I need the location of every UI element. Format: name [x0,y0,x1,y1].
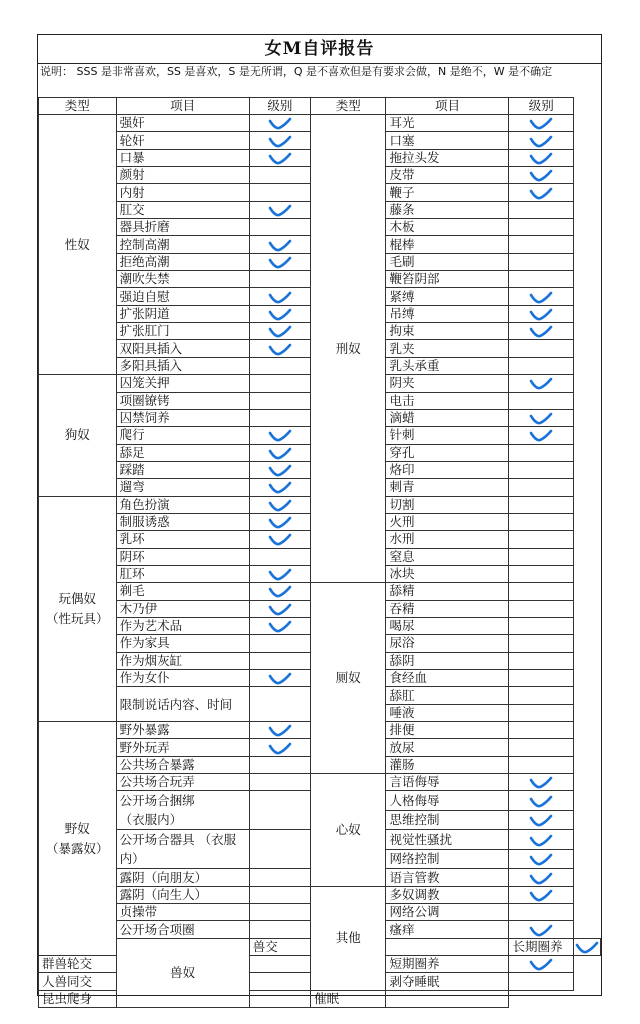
right-level-cell[interactable] [509,427,574,444]
left-item-label: 舔足 [116,444,249,461]
left-level-cell[interactable] [249,375,310,392]
left-level-cell[interactable] [249,886,310,903]
check-mark-icon [528,813,554,828]
check-mark-icon [267,446,293,461]
left-item-label: 野外玩弄 [116,739,249,756]
right-item-label: 乳头承重 [386,357,509,374]
left-level-cell[interactable] [249,461,310,478]
report-sheet [37,34,602,1006]
left-item-label: 强迫自慰 [116,288,249,305]
right-item-label: 棍棒 [386,236,509,253]
check-mark-icon [528,888,554,903]
left-level-cell[interactable] [249,496,310,513]
right-level-cell[interactable] [509,253,574,270]
left-item-label: 公开场合项圈 [116,921,249,938]
left-level-cell[interactable] [249,115,310,132]
left-item-label: 潮吹失禁 [116,271,249,288]
right-item-label: 喝尿 [386,617,509,634]
right-level-cell[interactable] [509,810,574,830]
left-level-cell[interactable] [249,271,310,288]
check-mark-icon [267,134,293,149]
left-level-cell[interactable] [249,756,310,773]
left-level-cell[interactable] [249,565,310,582]
right-level-cell[interactable] [509,849,574,869]
check-mark-icon [267,116,293,131]
left-item-label: 项圈镣铐 [116,392,249,409]
right-level-cell[interactable] [509,617,574,634]
check-mark-icon [528,428,554,443]
left-item-label: 公共场合暴露 [116,756,249,773]
check-mark-icon [528,307,554,322]
right-level-cell[interactable] [509,132,574,149]
left-item-label: 制服诱惑 [116,513,249,530]
right-level-cell[interactable] [509,340,574,357]
right-item-label: 紧缚 [386,288,509,305]
left-item-label: 群兽轮交 [39,956,117,973]
right-item-label: 鞭子 [386,184,509,201]
check-mark-icon [528,168,554,183]
left-level-cell[interactable] [249,201,310,218]
right-level-cell[interactable] [509,739,574,756]
check-mark-icon [528,290,554,305]
left-item-label: 口暴 [116,149,249,166]
check-mark-icon [267,671,293,686]
right-level-cell[interactable] [509,444,574,461]
left-category: 狗奴 [39,375,117,496]
left-category: 兽奴 [116,938,249,1007]
right-item-label: 短期圈养 [386,956,509,973]
right-item-label: 窒息 [386,548,509,565]
right-level-cell[interactable] [509,548,574,565]
left-item-label: 踩踏 [116,461,249,478]
right-level-cell[interactable] [509,479,574,496]
right-category: 厕奴 [311,583,386,774]
right-item-label: 皮带 [386,167,509,184]
left-level-cell[interactable] [249,904,310,921]
header-type-right: 类型 [311,98,386,115]
left-level-cell[interactable] [249,600,310,617]
left-level-cell[interactable] [249,635,310,652]
left-item-label: 作为艺术品 [116,617,249,634]
left-level-cell[interactable] [249,670,310,687]
check-mark-icon [528,376,554,391]
left-level-cell[interactable] [249,409,310,426]
left-item-label: 拒绝高潮 [116,253,249,270]
left-item-label: 多阳具插入 [116,357,249,374]
check-mark-icon [267,428,293,443]
left-item-label: 昆虫爬身 [39,990,117,1007]
right-level-cell[interactable] [509,236,574,253]
check-mark-icon [528,134,554,149]
right-level-cell[interactable] [509,904,574,921]
rating-table [38,97,601,1008]
left-item-label: 人兽同交 [39,973,117,990]
left-level-cell[interactable] [249,149,310,166]
check-mark-icon [528,871,554,886]
right-level-cell[interactable] [574,938,601,955]
left-level-cell[interactable] [249,132,310,149]
check-mark-icon [267,619,293,634]
right-item-label: 思维控制 [386,810,509,830]
left-item-label: 扩张肛门 [116,323,249,340]
right-level-cell[interactable] [509,722,574,739]
right-item-label: 剥夺睡眠 [386,973,509,990]
right-level-cell[interactable] [509,323,574,340]
left-level-cell[interactable] [249,531,310,548]
check-mark-icon [267,463,293,478]
right-level-cell[interactable] [509,219,574,236]
left-level-cell[interactable] [249,184,310,201]
right-item-label: 毛刷 [386,253,509,270]
right-item-label: 灌肠 [386,756,509,773]
left-item-label: 兽交 [249,938,310,955]
left-item-label: 作为家具 [116,635,249,652]
table-row [39,115,601,132]
right-level-cell[interactable] [509,670,574,687]
right-level-cell[interactable] [509,201,574,218]
left-level-cell[interactable] [386,938,509,955]
left-level-cell[interactable] [249,617,310,634]
right-item-label: 吞精 [386,600,509,617]
left-level-cell[interactable] [249,973,310,990]
right-level-cell[interactable] [509,600,574,617]
right-level-cell[interactable] [509,184,574,201]
right-item-label: 视觉性骚扰 [386,830,509,850]
right-item-label: 唾液 [386,704,509,721]
left-item-label: 囚禁饲养 [116,409,249,426]
right-level-cell[interactable] [509,115,574,132]
left-item-label: 强奸 [116,115,249,132]
right-item-label: 尿浴 [386,635,509,652]
right-level-cell[interactable] [509,687,574,704]
left-level-cell[interactable] [249,288,310,305]
table-body [39,115,601,1008]
right-item-label: 切割 [386,496,509,513]
check-mark-icon [267,515,293,530]
left-item-label: 爬行 [116,427,249,444]
check-mark-icon [267,584,293,599]
left-item-label: 控制高潮 [116,236,249,253]
right-item-label: 舔阴 [386,652,509,669]
left-level-cell[interactable] [249,340,310,357]
table-row [39,583,601,600]
right-item-label: 网络控制 [386,849,509,869]
left-level-cell[interactable] [249,323,310,340]
left-item-label: 角色扮演 [116,496,249,513]
left-item-label: 双阳具插入 [116,340,249,357]
left-level-cell[interactable] [249,427,310,444]
left-item-label: 乳环 [116,531,249,548]
right-item-label: 刺青 [386,479,509,496]
right-item-label: 言语侮辱 [386,774,509,791]
right-level-cell[interactable] [509,774,574,791]
left-item-label: 公开场合器具 （衣服内） [116,830,249,869]
right-level-cell[interactable] [386,990,509,1007]
right-level-cell[interactable] [509,271,574,288]
left-level-cell[interactable] [249,236,310,253]
check-mark-icon [528,794,554,809]
right-level-cell[interactable] [509,513,574,530]
check-mark-icon [267,741,293,756]
right-level-cell[interactable] [509,167,574,184]
left-item-label: 轮奸 [116,132,249,149]
right-item-label: 冰块 [386,565,509,582]
right-level-cell[interactable] [509,652,574,669]
right-level-cell[interactable] [509,886,574,903]
right-item-label: 排便 [386,722,509,739]
left-level-cell[interactable] [249,219,310,236]
right-item-label: 舔肛 [386,687,509,704]
header-level-left: 级别 [249,98,310,115]
check-mark-icon [267,498,293,513]
left-level-cell[interactable] [249,687,310,722]
right-item-label: 催眠 [311,990,386,1007]
check-mark-icon [267,532,293,547]
right-item-label: 吊缚 [386,305,509,322]
right-category: 心奴 [311,774,386,887]
left-item-label: 肛交 [116,201,249,218]
check-mark-icon [528,923,554,938]
left-item-label: 露阴（向朋友） [116,869,249,886]
check-mark-icon [267,723,293,738]
right-level-cell[interactable] [509,791,574,811]
table-row [39,774,601,791]
right-item-label: 人格侮辱 [386,791,509,811]
right-item-label: 木板 [386,219,509,236]
check-mark-icon [528,116,554,131]
left-item-label: 作为烟灰缸 [116,652,249,669]
right-item-label: 舔精 [386,583,509,600]
right-category: 其他 [311,886,386,990]
left-item-label: 囚笼关押 [116,375,249,392]
left-item-label: 限制说话内容、时间 [116,687,249,722]
right-item-label: 电击 [386,392,509,409]
check-mark-icon [528,833,554,848]
right-item-label: 烙印 [386,461,509,478]
left-item-label: 剃毛 [116,583,249,600]
right-item-label: 针刺 [386,427,509,444]
right-level-cell[interactable] [509,531,574,548]
right-item-label: 放尿 [386,739,509,756]
right-level-cell[interactable] [509,357,574,374]
check-mark-icon [528,775,554,790]
left-level-cell[interactable] [249,305,310,322]
right-item-label: 滴蜡 [386,409,509,426]
right-level-cell[interactable] [509,149,574,166]
left-item-label: 阴环 [116,548,249,565]
right-level-cell[interactable] [509,869,574,886]
check-mark-icon [574,940,600,955]
left-level-cell[interactable] [249,357,310,374]
right-level-cell[interactable] [509,704,574,721]
description-text: 说明： SSS 是非常喜欢，SS 是喜欢，S 是无所谓，Q 是不喜欢但是有要求会做，N 是绝不，W 是不确定 [40,65,553,78]
check-mark-icon [267,602,293,617]
left-level-cell[interactable] [249,513,310,530]
right-level-cell[interactable] [509,461,574,478]
right-level-cell[interactable] [509,583,574,600]
check-mark-icon [528,324,554,339]
check-mark-icon [267,480,293,495]
right-level-cell[interactable] [509,956,574,973]
right-item-label: 多奴调教 [386,886,509,903]
left-item-label: 作为女仆 [116,670,249,687]
left-level-cell[interactable] [249,444,310,461]
right-category: 刑奴 [311,115,386,583]
left-level-cell[interactable] [249,990,310,1007]
left-category: 性奴 [39,115,117,375]
right-level-cell[interactable] [509,921,574,938]
left-level-cell[interactable] [249,791,310,830]
left-level-cell[interactable] [249,167,310,184]
left-item-label: 野外暴露 [116,722,249,739]
header-item-right: 项目 [386,98,509,115]
left-item-label: 公共场合玩弄 [116,774,249,791]
header-level-right: 级别 [509,98,574,115]
right-level-cell[interactable] [509,392,574,409]
left-level-cell[interactable] [249,956,310,973]
right-item-label: 瘙痒 [386,921,509,938]
left-level-cell[interactable] [249,774,310,791]
left-level-cell[interactable] [249,253,310,270]
left-level-cell[interactable] [249,869,310,886]
right-level-cell[interactable] [509,973,574,990]
right-item-label: 食经血 [386,670,509,687]
right-level-cell[interactable] [509,496,574,513]
check-mark-icon [267,307,293,322]
table-header-row [39,98,601,115]
right-item-label: 网络公调 [386,904,509,921]
right-item-label: 耳光 [386,115,509,132]
left-level-cell[interactable] [249,739,310,756]
left-item-label: 颜射 [116,167,249,184]
left-level-cell[interactable] [249,392,310,409]
check-mark-icon [267,342,293,357]
right-item-label: 口塞 [386,132,509,149]
left-item-label: 扩张阴道 [116,305,249,322]
check-mark-icon [267,255,293,270]
header-item-left: 项目 [116,98,249,115]
left-item-label: 贞操带 [116,904,249,921]
left-level-cell[interactable] [249,830,310,869]
check-mark-icon [267,290,293,305]
right-item-label: 拘束 [386,323,509,340]
left-level-cell[interactable] [249,921,310,938]
right-level-cell[interactable] [509,565,574,582]
right-level-cell[interactable] [509,375,574,392]
report-title: 女M自评报告 [38,35,601,64]
check-mark-icon [267,203,293,218]
right-item-label: 藤条 [386,201,509,218]
right-item-label: 火刑 [386,513,509,530]
check-mark-icon [528,411,554,426]
check-mark-icon [267,238,293,253]
check-mark-icon [528,852,554,867]
right-item-label: 语言管教 [386,869,509,886]
right-level-cell[interactable] [509,288,574,305]
right-item-label: 长期圈养 [509,938,574,955]
left-item-label: 器具折磨 [116,219,249,236]
left-level-cell[interactable] [249,583,310,600]
left-item-label: 公开场合捆绑 （衣服内） [116,791,249,830]
right-item-label: 乳夹 [386,340,509,357]
header-type-left: 类型 [39,98,117,115]
right-level-cell[interactable] [509,305,574,322]
left-item-label: 遛弯 [116,479,249,496]
left-level-cell[interactable] [249,479,310,496]
right-level-cell[interactable] [509,635,574,652]
check-mark-icon [267,151,293,166]
right-item-label: 鞭笞阴部 [386,271,509,288]
right-item-label: 阴夹 [386,375,509,392]
left-item-label: 肛环 [116,565,249,582]
check-mark-icon [528,957,554,972]
right-level-cell[interactable] [509,409,574,426]
check-mark-icon [267,567,293,582]
left-level-cell[interactable] [249,548,310,565]
right-item-label: 水刑 [386,531,509,548]
right-level-cell[interactable] [509,756,574,773]
left-category: 玩偶奴 （性玩具） [39,496,117,721]
left-item-label: 木乃伊 [116,600,249,617]
left-category: 野奴 （暴露奴） [39,722,117,956]
left-level-cell[interactable] [249,722,310,739]
right-item-label: 拖拉头发 [386,149,509,166]
check-mark-icon [267,324,293,339]
check-mark-icon [528,186,554,201]
left-level-cell[interactable] [249,652,310,669]
left-item-label: 内射 [116,184,249,201]
right-level-cell[interactable] [509,830,574,850]
table-row [39,886,601,903]
left-item-label: 露阴（向生人） [116,886,249,903]
right-item-label: 穿孔 [386,444,509,461]
check-mark-icon [528,151,554,166]
